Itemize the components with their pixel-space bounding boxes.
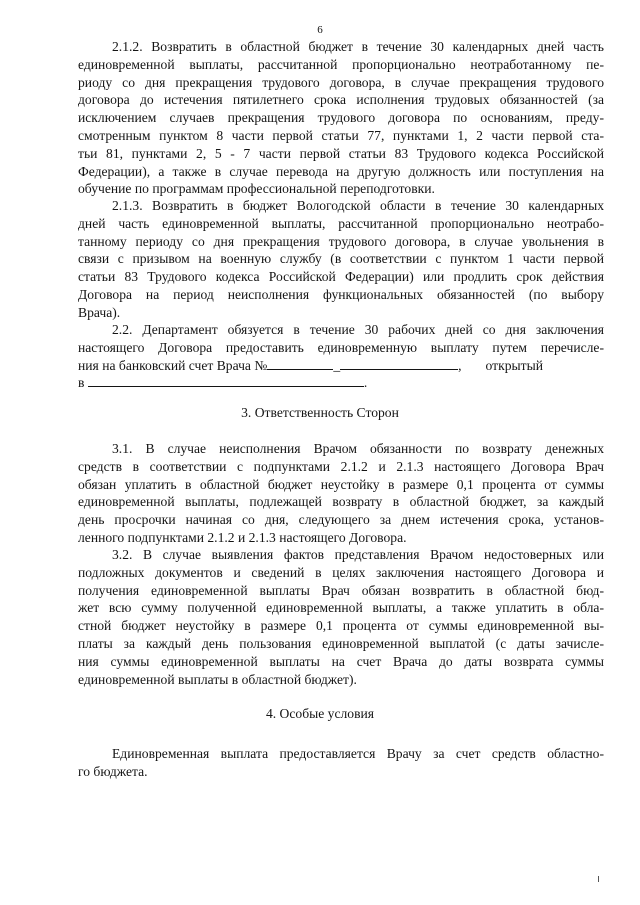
- clause-line: 2.2. Департамент обязуется в течение 30 рабочих дней со дня заключения: [112, 322, 604, 337]
- clause-line: договора до истечения пятилетнего срока исполнения трудовых обязанностей (за: [78, 92, 604, 108]
- clause-line: дней часть единовременной выплаты, рассчитанной пропорционально неотрабо-: [78, 215, 604, 231]
- clause-line: стной бюджет неустойку в размере 0,1 процента от суммы единовременной вы-: [78, 618, 604, 634]
- clause-line: Федерации), а также в случае перевода на другую должность или поступления на: [78, 163, 604, 179]
- clause-2-1-3: [78, 197, 604, 322]
- clause-line: 2.1.2. Возвратить в областной бюджет в течение 30 календарных дней часть: [112, 39, 604, 54]
- clause-line: обязан уплатить в областной бюджет неустойку в размере 0,1 процента от суммы: [78, 476, 604, 492]
- clause-line: смотренным пунктом 8 части первой статьи 77, пунктами 1, 2 части первой ста-: [78, 127, 604, 143]
- clause-3-1: [78, 440, 604, 547]
- bank-name-prefix: в: [78, 375, 85, 391]
- clause-line: единовременной выплаты, подлежащей возврату в областной бюджет, за каждый: [78, 494, 604, 510]
- section-4-title: 4. Особые условия: [265, 706, 375, 721]
- bank-account-number-blank-2[interactable]: [340, 357, 458, 370]
- clause-line: Единовременная выплата предоставляется Врачу за счет средств областно-: [112, 746, 604, 761]
- clause-line: 3.2. В случае выявления фактов представления Врачом недостоверных или: [112, 547, 604, 562]
- bank-name-blank[interactable]: [88, 374, 364, 387]
- comma: ,: [458, 357, 462, 373]
- clause-line: день просрочки начиная со дня, следующего за днем истечения срока, установ-: [78, 512, 604, 528]
- clause-line: средств в соответствии с подпунктами 2.1.2 и 2.1.3 настоящего Договора Врач: [78, 458, 604, 474]
- period: .: [363, 375, 368, 391]
- opened-label: открытый: [485, 357, 543, 373]
- clause-line: платы за каждый день пользования единовременной выплатой (с даты зачисле-: [78, 635, 604, 651]
- bank-account-line: [78, 357, 604, 375]
- clause-line: 3.1. В случае неисполнения Врачом обязанности по возврату денежных: [112, 441, 604, 456]
- clause-2-1-2: [78, 38, 604, 198]
- clause-line: статьи 83 Трудового кодекса Российской Федерации) или продлить срок действия: [78, 269, 604, 285]
- clause-3-2: [78, 546, 604, 688]
- clause-2-2: [78, 321, 604, 392]
- clause-line: танному периоду со дня прекращения трудового договора, в случае увольнения в: [78, 233, 604, 249]
- clause-line: исключением случаев прекращения трудового договора по основаниям, преду-: [78, 110, 604, 126]
- bank-name-line: [78, 374, 604, 392]
- clause-line: го бюджета.: [78, 763, 148, 779]
- clause-line: связи с призывом на военную службу (в соответствии с пунктом 1 части первой: [78, 251, 604, 267]
- clause-line: жет всю сумму полученной единовременной выплаты, а также уплатить в обла-: [78, 600, 604, 616]
- blank-separator: _: [333, 357, 341, 373]
- clause-line: единовременной выплаты в областной бюджет).: [78, 671, 357, 687]
- page-number: 6: [317, 24, 323, 36]
- clause-line: обучение по программам профессиональной переподготовки.: [78, 181, 435, 197]
- bank-account-number-blank[interactable]: [267, 357, 333, 370]
- clause-line: настоящего Договора предоставить единовременную выплату путем перечисле-: [78, 339, 604, 355]
- clause-line: Врача).: [78, 304, 121, 320]
- section-3-title: 3. Ответственность Сторон: [241, 405, 399, 420]
- bank-account-label: ния на банковский счет Врача №: [78, 357, 268, 373]
- clause-line: Договора на период неисполнения функциональных обязанностей (по выбору: [78, 286, 604, 302]
- clause-line: ния суммы единовременной выплаты на счет Врача до даты возврата суммы: [78, 653, 604, 669]
- clause-line: единовременной выплаты, рассчитанной пропорционально неотработанному пе-: [78, 56, 604, 72]
- clause-line: ленного подпунктами 2.1.2 и 2.1.3 настоящего Договора.: [78, 529, 407, 545]
- clause-line: тьи 81, пунктами 2, 5 - 7 части первой статьи 83 Трудового кодекса Российской: [78, 145, 604, 161]
- clause-line: 2.1.3. Возвратить в бюджет Вологодской области в течение 30 календарных: [112, 198, 604, 213]
- scan-artifact: [598, 876, 599, 882]
- clause-line: риоду со дня прекращения трудового договора, в случае прекращения трудового: [78, 74, 604, 90]
- clause-line: подложных документов и сведений в целях заключения настоящего Договора и: [78, 564, 604, 580]
- special-conditions-text: [78, 745, 604, 781]
- clause-line: получения единовременной выплаты Врач обязан возвратить в областной бюд-: [78, 582, 604, 598]
